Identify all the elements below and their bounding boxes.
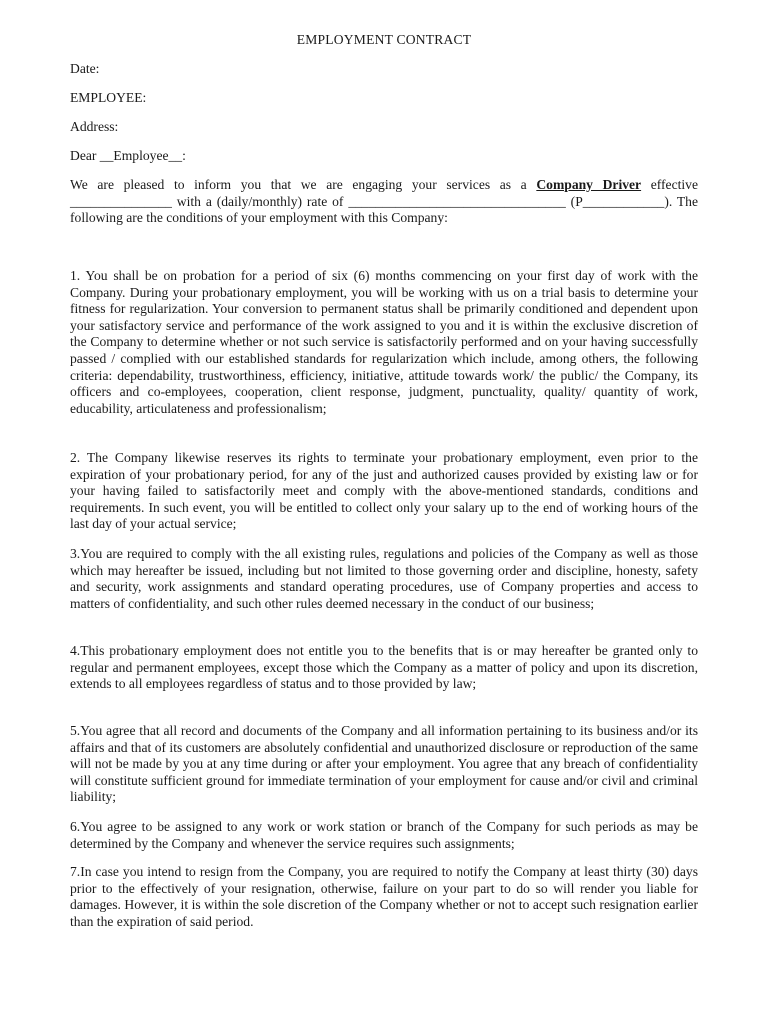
clause-5: 5.You agree that all record and documents of the Company and all information pertaining to its business and/or its affairs and that of its customers are absolutely confidential and unauthorized disclosure or reproduction of the same will not be made by you at any time during or after your employment. You agree that any breach of confidentiality will constitute sufficient ground for immediate termination of your employment for cause and/or civil and criminal liability;: [70, 723, 698, 805]
salutation: Dear __Employee__:: [70, 148, 186, 163]
intro-text-start: We are pleased to inform you that we are engaging your services as a: [70, 177, 537, 192]
page-title: EMPLOYMENT CONTRACT: [296, 32, 472, 47]
position-title: Company Driver: [536, 177, 642, 192]
address-label: Address:: [70, 119, 119, 134]
clause-4: 4.This probationary employment does not entitle you to the benefits that is or may hereafter be granted only to regular and permanent employees, except those which the Company as a matter of policy and upon its discretion, extends to all employees regardless of status and to those provided by law;: [70, 643, 698, 692]
clause-7: 7.In case you intend to resign from the Company, you are required to notify the Company at least thirty (30) days prior to the effectively of your resignation, otherwise, failure on your part to do so will render you liable for damages. However, it is within the sole discretion of the Company whether or not to accept such resignation earlier than the expiration of said period.: [70, 864, 698, 929]
intro-paragraph: [70, 177, 698, 227]
employee-label: EMPLOYEE:: [70, 90, 147, 105]
clause-3: 3.You are required to comply with the all existing rules, regulations and policies of the Company as well as those which may hereafter be issued, including but not limited to those governing order and discipline, honesty, safety and security, work assignments and standard operating procedures, use of Company properties and access to matters of confidentiality, and such other rules deemed necessary in the conduct of our business;: [70, 546, 698, 611]
date-label: Date:: [70, 61, 100, 76]
clause-2: 2. The Company likewise reserves its rights to terminate your probationary employment, even prior to the expiration of your probationary period, for any of the just and authorized causes provided by existing law or for your having failed to satisfactorily meet and comply with the above-mentioned standards, conditions and requirements. In such event, you will be entitled to collect only your salary up to the end of working hours of the last day of your actual service;: [70, 450, 698, 532]
clause-1: 1. You shall be on probation for a period of six (6) months commencing on your first day of work with the Company. During your probationary employment, you will be working with us on a trial basis to determine your fitness for regularization. Your conversion to permanent status shall be primarily conditioned and dependent upon your satisfactory service and performance of the work assigned to you and it is within the exclusive discretion of the Company to determine whether or not such service is satisfactorily performed and on your having successfully passed / complied with our established standards for regularization which include, among others, the following criteria: dependability, trustworthiness, efficiency, initiative, attitude towards work/ the public/ the Company, its officers and co-employees, cooperation, client response, judgment, punctuality, quality/ quantity of work, educability, articulateness and professionalism;: [70, 268, 698, 416]
clause-6: 6.You agree to be assigned to any work or work station or branch of the Company for such periods as may be determined by the Company and whenever the service requires such assignments;: [70, 819, 698, 851]
intro-text-end: effective _______________ with a (daily/monthly) rate of ________________________________ (P____________). The following are the conditions of your employment with this Company:: [70, 177, 698, 226]
